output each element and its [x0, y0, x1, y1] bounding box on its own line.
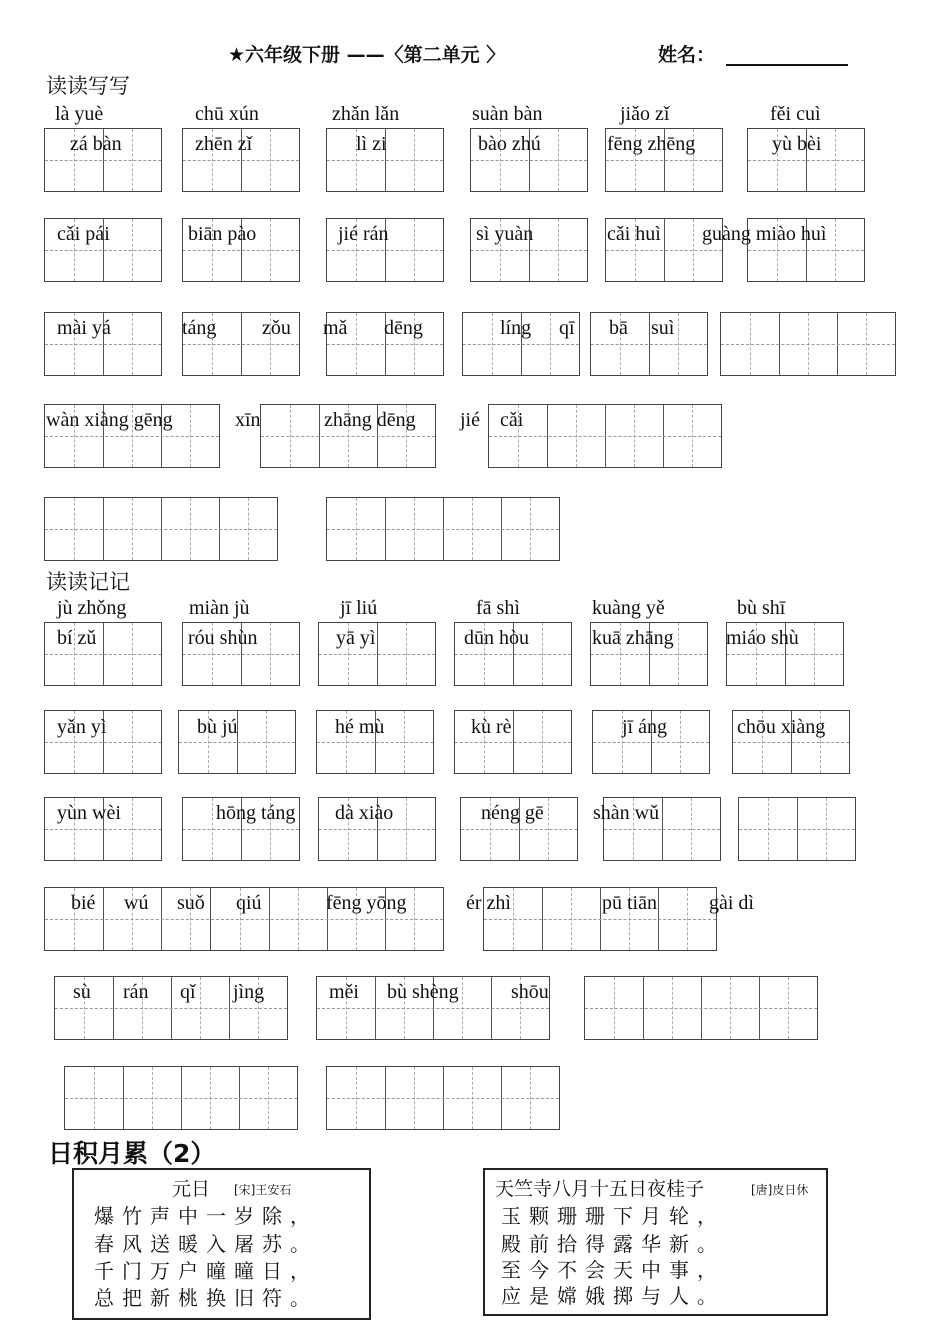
pinyin-prompt: néng gē — [481, 802, 544, 824]
grid-middle-guide — [593, 742, 709, 743]
grid-middle-guide — [606, 160, 722, 161]
pinyin-prompt: fěi cuì — [770, 103, 821, 125]
pinyin-prompt: cǎi huì — [607, 223, 661, 245]
poem-line: 至今不会天中事， — [501, 1258, 725, 1282]
name-label: 姓名： — [658, 44, 716, 66]
grid-middle-guide — [45, 742, 161, 743]
grid-middle-guide — [45, 436, 219, 437]
writing-grid[interactable] — [738, 797, 856, 861]
grid-middle-guide — [183, 160, 299, 161]
grid-middle-guide — [317, 1008, 549, 1009]
pinyin-prompt: xīn — [235, 409, 261, 431]
grid-middle-guide — [489, 436, 721, 437]
pinyin-prompt: zá bàn — [70, 133, 122, 155]
pinyin-prompt: cǎi pái — [57, 223, 110, 245]
poem-title: 元日 — [172, 1178, 211, 1200]
pinyin-prompt: zhēn zǐ — [195, 133, 253, 155]
poem-line: 爆竹声中一岁除， — [94, 1204, 318, 1228]
poem-title: 天竺寺八月十五日夜桂子 — [495, 1178, 705, 1200]
pinyin-prompt: chū xún — [195, 103, 259, 125]
poem-line: 千门万户曈曈日， — [94, 1259, 318, 1283]
grid-middle-guide — [327, 1098, 559, 1099]
pinyin-prompt: jìng — [233, 981, 265, 1003]
pinyin-prompt: dēng — [384, 317, 423, 339]
pinyin-prompt: shàn wǔ — [593, 802, 660, 824]
pinyin-prompt: jī liú — [340, 597, 378, 619]
pinyin-prompt: qī — [559, 317, 575, 339]
pinyin-prompt: suì — [651, 317, 675, 339]
grid-middle-guide — [591, 344, 707, 345]
pinyin-prompt: fēng yōng — [326, 892, 407, 914]
grid-middle-guide — [484, 919, 716, 920]
grid-middle-guide — [727, 654, 843, 655]
pinyin-prompt: mǎ — [323, 317, 348, 339]
pinyin-prompt: líng — [500, 317, 532, 339]
section-title-read-write: 读读写写 — [46, 74, 130, 98]
grid-middle-guide — [455, 742, 571, 743]
pinyin-prompt: bù shèng — [387, 981, 459, 1003]
pinyin-prompt: yǎn yì — [57, 716, 107, 738]
grid-middle-guide — [45, 344, 161, 345]
grid-middle-guide — [65, 1098, 297, 1099]
pinyin-prompt: hé mù — [335, 716, 385, 738]
writing-grid[interactable] — [326, 1066, 560, 1130]
pinyin-prompt: dà xiào — [335, 802, 394, 824]
pinyin-prompt: jiǎo zǐ — [620, 103, 670, 125]
worksheet-title: ★六年级下册 ——〈第二单元 〉 — [228, 44, 506, 66]
poem-card-tianzhusi — [483, 1168, 828, 1316]
grid-middle-guide — [748, 160, 864, 161]
pinyin-prompt: yùn wèi — [57, 802, 121, 824]
grid-middle-guide — [327, 160, 443, 161]
writing-grid[interactable] — [590, 312, 708, 376]
accumulation-title: 日积月累（2） — [48, 1139, 216, 1168]
pinyin-prompt: fēng zhēng — [607, 133, 696, 155]
grid-middle-guide — [261, 436, 435, 437]
poem-card-yuanri — [72, 1168, 371, 1320]
grid-middle-guide — [45, 529, 277, 530]
pinyin-prompt: bí zǔ — [57, 627, 97, 649]
grid-middle-guide — [327, 344, 443, 345]
pinyin-prompt: là yuè — [55, 103, 104, 125]
pinyin-prompt: jī áng — [622, 716, 667, 738]
section-title-read-remember: 读读记记 — [46, 570, 130, 594]
writing-grid[interactable] — [64, 1066, 298, 1130]
pinyin-prompt: zǒu — [262, 317, 291, 339]
grid-middle-guide — [463, 344, 579, 345]
grid-middle-guide — [455, 654, 571, 655]
pinyin-prompt: miàn jù — [189, 597, 250, 619]
pinyin-prompt: kù rè — [471, 716, 512, 738]
pinyin-prompt: biān pào — [188, 223, 257, 245]
grid-middle-guide — [319, 654, 435, 655]
pinyin-prompt: wàn xiàng gēng — [46, 409, 173, 431]
grid-middle-guide — [721, 344, 895, 345]
grid-middle-guide — [211, 919, 443, 920]
poem-line: 应是嫦娥掷与人。 — [501, 1284, 725, 1308]
pinyin-prompt: suǒ — [177, 892, 205, 914]
pinyin-prompt: guàng miào huì — [702, 223, 827, 245]
pinyin-prompt: dūn hòu — [464, 627, 529, 649]
grid-middle-guide — [183, 654, 299, 655]
pinyin-prompt: jié rán — [338, 223, 389, 245]
writing-grid[interactable] — [483, 887, 717, 951]
grid-middle-guide — [45, 250, 161, 251]
grid-middle-guide — [604, 829, 720, 830]
grid-middle-guide — [585, 1008, 817, 1009]
grid-middle-guide — [183, 344, 299, 345]
pinyin-prompt: rán — [123, 981, 149, 1003]
pinyin-prompt: cǎi — [500, 409, 524, 431]
grid-middle-guide — [319, 829, 435, 830]
pinyin-prompt: ér zhì — [466, 892, 511, 914]
grid-middle-guide — [45, 654, 161, 655]
pinyin-prompt: sì yuàn — [476, 223, 534, 245]
pinyin-prompt: shōu — [511, 981, 549, 1003]
pinyin-prompt: měi — [329, 981, 359, 1003]
pinyin-prompt: qǐ — [180, 981, 196, 1003]
grid-middle-guide — [733, 742, 849, 743]
pinyin-prompt: jié — [460, 409, 480, 431]
grid-middle-guide — [45, 919, 219, 920]
poem-author: [唐]皮日休 — [751, 1183, 809, 1197]
pinyin-prompt: kuàng yě — [592, 597, 665, 619]
name-input-line[interactable] — [726, 64, 848, 66]
grid-middle-guide — [739, 829, 855, 830]
writing-grid[interactable] — [584, 976, 818, 1040]
pinyin-prompt: miáo shù — [726, 627, 799, 649]
pinyin-prompt: bù shī — [737, 597, 786, 619]
pinyin-prompt: táng — [182, 317, 217, 339]
pinyin-prompt: yù bèi — [772, 133, 822, 155]
poem-line: 玉颗珊珊下月轮， — [501, 1204, 725, 1228]
pinyin-prompt: yā yì — [336, 627, 376, 649]
pinyin-prompt: bā — [609, 317, 628, 339]
pinyin-prompt: sù — [73, 981, 91, 1003]
grid-middle-guide — [183, 829, 299, 830]
pinyin-prompt: lì zi — [356, 133, 387, 155]
grid-middle-guide — [461, 829, 577, 830]
pinyin-prompt: jù zhǒng — [57, 597, 127, 619]
pinyin-prompt: qiú — [236, 892, 262, 914]
grid-middle-guide — [45, 829, 161, 830]
pinyin-prompt: bié — [71, 892, 96, 914]
pinyin-prompt: pū tiān — [602, 892, 657, 914]
pinyin-prompt: bào zhú — [478, 133, 541, 155]
pinyin-prompt: zhāng dēng — [324, 409, 416, 431]
grid-middle-guide — [606, 250, 722, 251]
grid-middle-guide — [748, 250, 864, 251]
grid-middle-guide — [471, 250, 587, 251]
grid-middle-guide — [317, 742, 433, 743]
grid-middle-guide — [471, 160, 587, 161]
pinyin-prompt: suàn bàn — [472, 103, 543, 125]
pinyin-prompt: chōu xiàng — [737, 716, 826, 738]
writing-grid[interactable] — [44, 497, 278, 561]
poem-author: [宋]王安石 — [234, 1183, 292, 1197]
grid-middle-guide — [591, 654, 707, 655]
pinyin-prompt: wú — [124, 892, 149, 914]
pinyin-prompt: zhǎn lǎn — [332, 103, 400, 125]
poem-line: 总把新桃换旧符。 — [94, 1286, 318, 1310]
grid-middle-guide — [179, 742, 295, 743]
pinyin-prompt: kuā zhāng — [592, 627, 674, 649]
grid-middle-guide — [55, 1008, 287, 1009]
poem-line: 春风送暖入屠苏。 — [94, 1232, 318, 1256]
grid-middle-guide — [45, 160, 161, 161]
grid-middle-guide — [327, 529, 559, 530]
pinyin-prompt: gài dì — [709, 892, 754, 914]
pinyin-prompt: bù jú — [197, 716, 238, 738]
pinyin-prompt: hōng táng — [216, 802, 296, 824]
grid-middle-guide — [183, 250, 299, 251]
pinyin-prompt: mài yá — [57, 317, 111, 339]
pinyin-prompt: fā shì — [476, 597, 520, 619]
pinyin-prompt: róu shùn — [188, 627, 258, 649]
writing-grid[interactable] — [326, 497, 560, 561]
poem-line: 殿前拾得露华新。 — [501, 1232, 725, 1256]
grid-middle-guide — [327, 250, 443, 251]
writing-grid[interactable] — [720, 312, 896, 376]
